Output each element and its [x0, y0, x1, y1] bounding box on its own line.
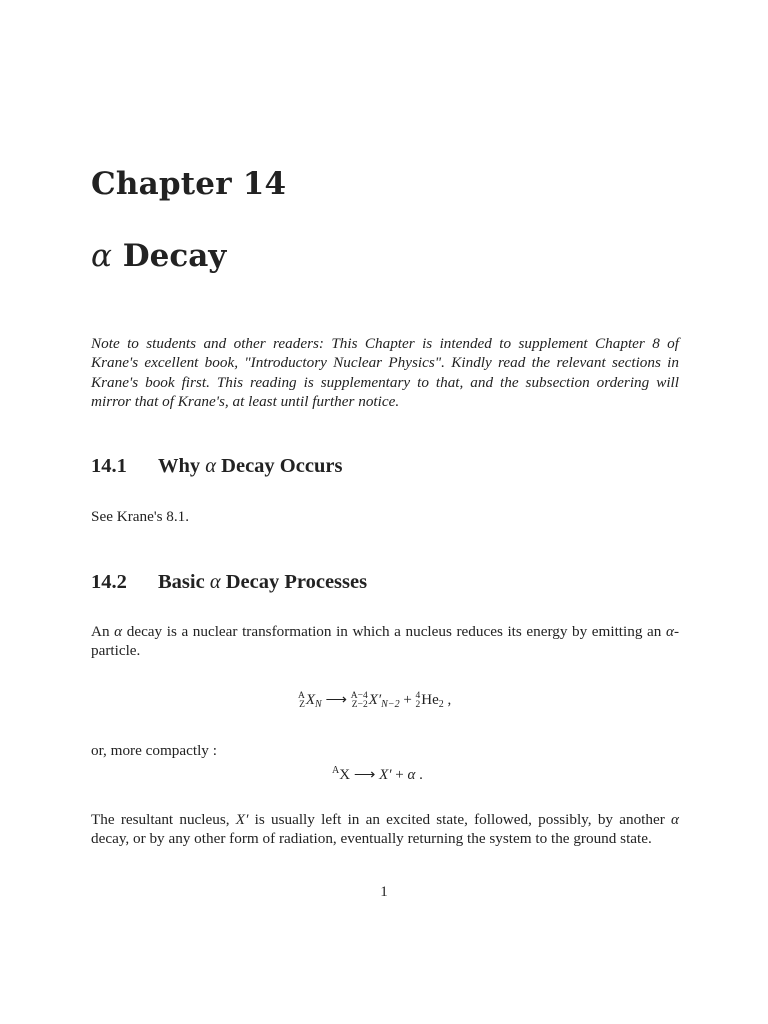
greek-alpha: α [407, 767, 416, 783]
text: An [91, 623, 110, 640]
equation-alpha-decay-full [298, 690, 451, 710]
nuclide-symbol: X [339, 767, 351, 783]
text: is usually left in an excited state, followed, possibly, by another [254, 811, 665, 828]
greek-alpha: α [114, 623, 123, 640]
helium-neutron-index: 2 [438, 699, 444, 710]
helium-indices: 4 2 [415, 690, 421, 710]
greek-alpha: α [665, 623, 674, 640]
section-title-pre: Basic [158, 571, 205, 593]
text: decay is a nuclear transformation in which a nucleus reduces its energy by emitting an [126, 623, 662, 640]
section-heading-14-1 [91, 455, 342, 478]
neutron-index: N [315, 699, 322, 710]
punctuation: . [419, 767, 423, 783]
daughter-indices: A−4 Z−2 [350, 690, 368, 710]
chapter-title-greek: α [91, 238, 112, 274]
plus: + [395, 767, 404, 783]
chapter-title [91, 238, 226, 274]
paragraph-see-krane: See Krane's 8.1. [91, 508, 190, 525]
section-number: 14.1 [91, 455, 127, 477]
text: decay, or by any other form of radiation, eventually returning the system to the ground state. [91, 830, 652, 848]
paragraph-more-compactly: or, more compactly : [91, 742, 217, 759]
section-heading-14-2 [91, 571, 367, 594]
helium-symbol: He [421, 692, 439, 708]
text: The resultant nucleus, [91, 811, 230, 828]
chapter-label: Chapter 14 [91, 166, 287, 202]
section-title-pre: Why [158, 455, 201, 477]
section-title-post: Decay Processes [225, 571, 368, 593]
chapter-title-text: Decay [122, 238, 227, 274]
note-to-readers: Note to students and other readers: This Chapter is intended to supplement Chapter 8 of Krane's excellent book, "Introductory Nuclear Physics". Kindly read the relevant sections in Krane's book first. This reading is supplementary to that, and the subsection ordering will mirror that of Krane's, at least until further notice. [91, 335, 679, 410]
paragraph-resultant-nucleus [91, 810, 679, 849]
daughter-symbol: X′ [379, 767, 392, 783]
text: -particle. [91, 623, 679, 660]
section-title-post: Decay Occurs [221, 455, 343, 477]
arrow: ⟶ [325, 692, 347, 708]
plus: + [403, 692, 412, 708]
daughter-symbol: X′ [368, 692, 382, 708]
daughter-neutron-index: N−2 [381, 699, 400, 710]
section-title-greek: α [205, 455, 217, 477]
section-number: 14.2 [91, 571, 127, 593]
punctuation: , [447, 692, 452, 708]
arrow: ⟶ [353, 767, 376, 783]
daughter-symbol: X′ [235, 811, 249, 828]
greek-alpha: α [671, 811, 679, 828]
equation-alpha-decay-compact [332, 765, 423, 784]
mass-number: A [332, 765, 340, 776]
section-title-greek: α [209, 571, 221, 593]
paragraph-alpha-definition [91, 622, 679, 661]
nuclide-symbol: X [305, 692, 316, 708]
nuclide-indices: A Z [298, 690, 305, 710]
page-number: 1 [380, 884, 388, 900]
